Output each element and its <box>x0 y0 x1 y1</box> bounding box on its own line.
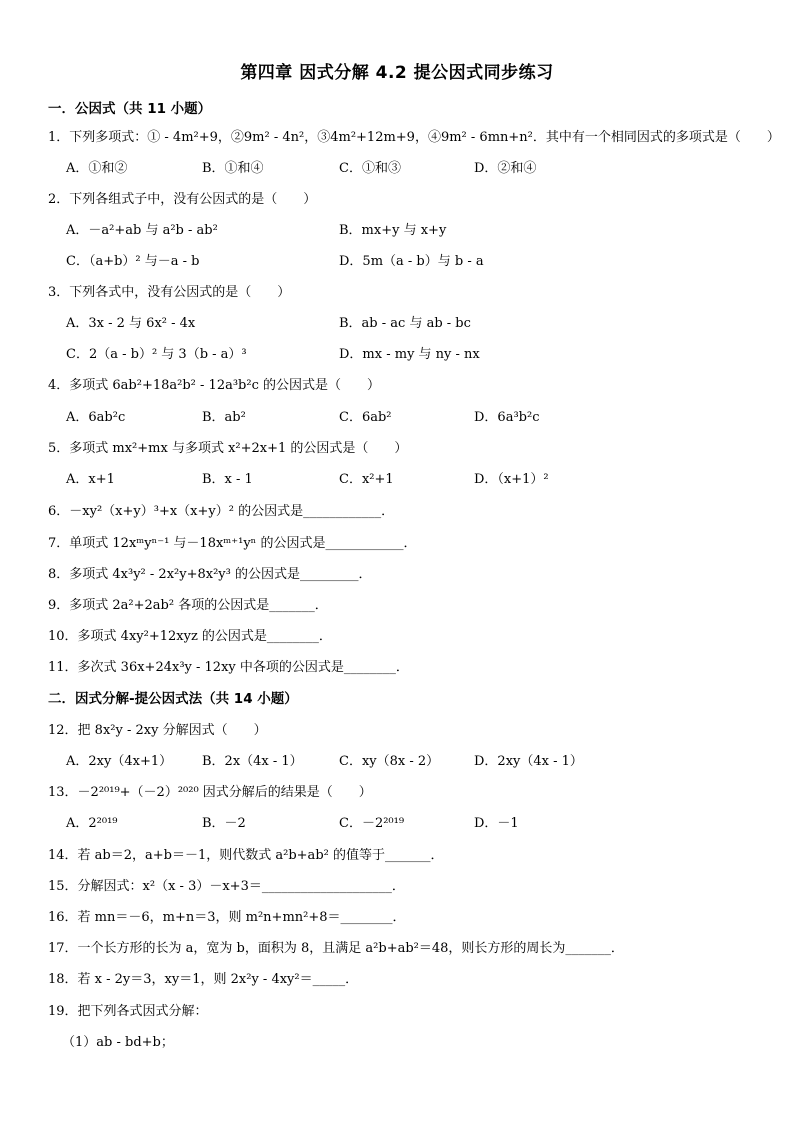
question-4: 4．多项式 6ab²+18a²b² - 12a³b²c 的公因式是（ ） <box>48 378 380 393</box>
option-5a: A．x+1 <box>66 472 115 487</box>
question-19: 19．把下列各式因式分解： <box>48 1004 208 1019</box>
question-16: 16．若 mn＝－6，m+n＝3，则 m²n+mn²+8＝________． <box>48 910 406 925</box>
section-heading-2: 二．因式分解-提公因式法（共 14 小题） <box>48 691 298 707</box>
question-7: 7．单项式 12xᵐyⁿ⁻¹ 与－18xᵐ⁺¹yⁿ 的公因式是____________． <box>48 536 417 551</box>
option-12a: A．2xy（4x+1） <box>66 754 173 769</box>
option-13d: D．－1 <box>474 816 519 831</box>
option-1c: C．①和③ <box>339 161 401 176</box>
option-1b: B．①和④ <box>202 161 264 176</box>
option-2c: C．（a+b）² 与－a - b <box>66 254 200 269</box>
question-14: 14．若 ab＝2，a+b＝－1，则代数式 a²b+ab² 的值等于_______． <box>48 848 444 863</box>
question-5: 5．多项式 mx²+mx 与多项式 x²+2x+1 的公因式是（ ） <box>48 441 408 456</box>
option-1d: D．②和④ <box>474 161 537 176</box>
option-12c: C．xy（8x - 2） <box>339 754 440 769</box>
option-3a: A．3x - 2 与 6x² - 4x <box>66 316 196 331</box>
option-13b: B．－2 <box>202 816 246 831</box>
option-5d: D．（x+1）² <box>474 472 549 487</box>
option-4b: B．ab² <box>202 410 246 425</box>
question-6: 6．－xy²（x+y）³+x（x+y）² 的公因式是____________． <box>48 504 395 519</box>
section-heading-1: 一．公因式（共 11 小题） <box>48 101 212 117</box>
question-3: 3．下列各式中，没有公因式的是（ ） <box>48 285 291 300</box>
option-4d: D．6a³b²c <box>474 410 540 425</box>
option-13c: C．－2²⁰¹⁹ <box>339 816 405 831</box>
option-4a: A．6ab²c <box>66 410 126 425</box>
option-4c: C．6ab² <box>339 410 392 425</box>
question-10: 10．多项式 4xy²+12xyz 的公因式是________． <box>48 629 332 644</box>
option-3b: B．ab - ac 与 ab - bc <box>339 316 471 331</box>
option-2d: D．5m（a - b）与 b - a <box>339 254 484 269</box>
question-17: 17．一个长方形的长为 a，宽为 b，面积为 8，且满足 a²b+ab²＝48，则长方形的周长为_______． <box>48 941 624 956</box>
option-12b: B．2x（4x - 1） <box>202 754 303 769</box>
option-5c: C．x²+1 <box>339 472 394 487</box>
option-2a: A．－a²+ab 与 a²b - ab² <box>66 223 218 238</box>
question-8: 8．多项式 4x³y² - 2x²y+8x²y³ 的公因式是_________． <box>48 567 372 582</box>
question-19-part-1: （1）ab - bd+b； <box>62 1035 174 1050</box>
option-13a: A．2²⁰¹⁹ <box>66 816 118 831</box>
question-12: 12．把 8x²y - 2xy 分解因式（ ） <box>48 723 267 738</box>
option-1a: A．①和② <box>66 161 128 176</box>
question-18: 18．若 x - 2y＝3，xy＝1，则 2x²y - 4xy²＝_____． <box>48 972 359 987</box>
page-title: 第四章 因式分解 4.2 提公因式同步练习 <box>240 63 554 83</box>
question-9: 9．多项式 2a²+2ab² 各项的公因式是_______． <box>48 598 328 613</box>
question-15: 15．分解因式：x²（x - 3）－x+3＝____________________． <box>48 879 405 894</box>
option-12d: D．2xy（4x - 1） <box>474 754 583 769</box>
question-13: 13．－2²⁰¹⁹+（－2）²⁰²⁰ 因式分解后的结果是（ ） <box>48 785 372 800</box>
option-5b: B．x - 1 <box>202 472 253 487</box>
option-3c: C．2（a - b）² 与 3（b - a）³ <box>66 347 247 362</box>
option-2b: B．mx+y 与 x+y <box>339 223 447 238</box>
question-2: 2．下列各组式子中，没有公因式的是（ ） <box>48 192 317 207</box>
question-1: 1．下列多项式：① - 4m²+9，②9m² - 4n²，③4m²+12m+9，④9m² - 6mn+n²．其中有一个相同因式的多项式是（ ） <box>48 130 780 145</box>
option-3d: D．mx - my 与 ny - nx <box>339 347 480 362</box>
question-11: 11．多次式 36x+24x³y - 12xy 中各项的公因式是________． <box>48 660 409 675</box>
